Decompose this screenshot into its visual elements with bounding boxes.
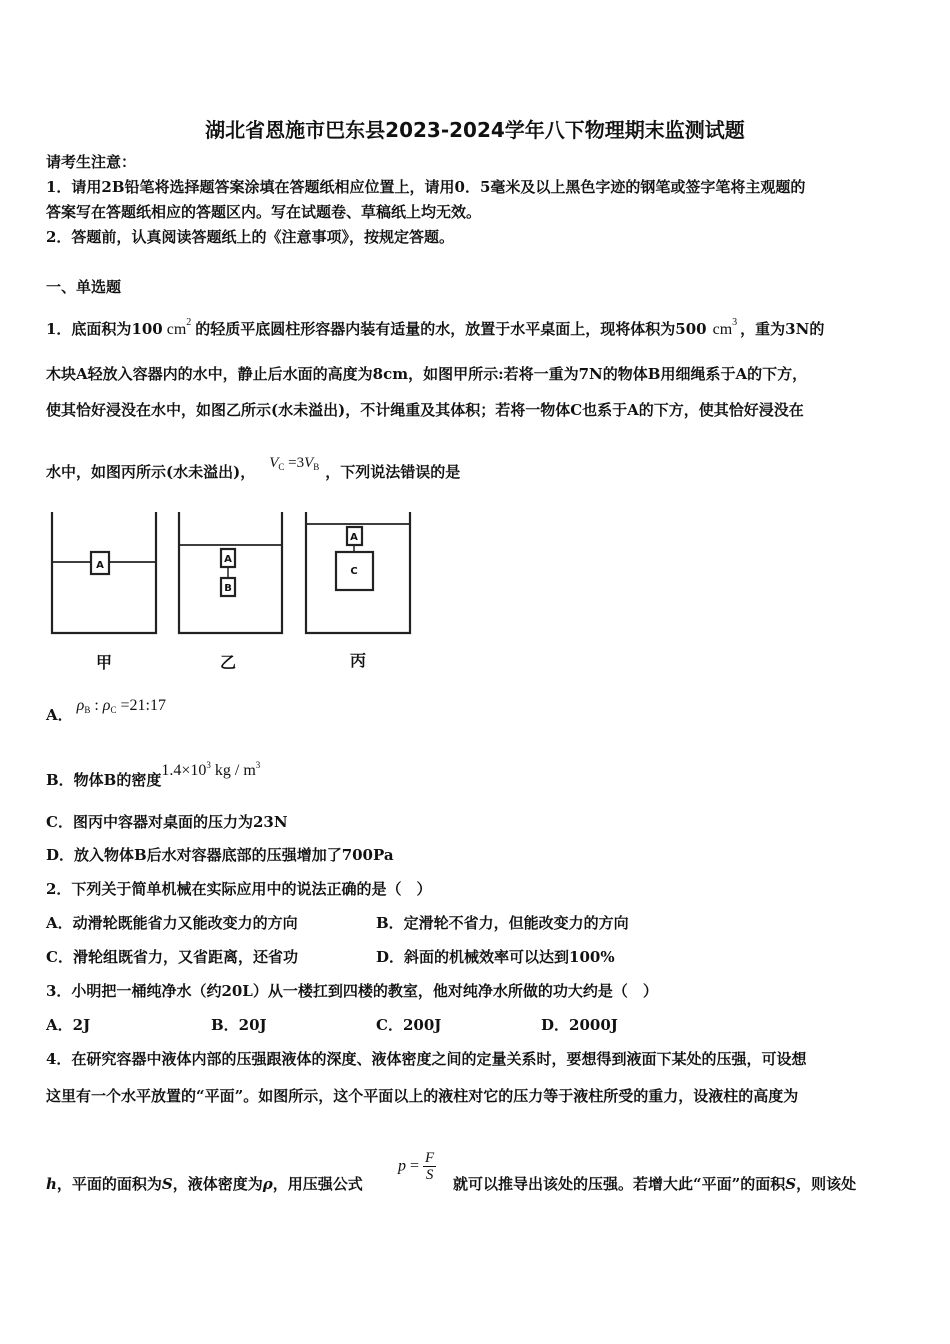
q2-option-c: C．滑轮组既省力，又省距离，还省功 [46,948,298,966]
label-a-yi: A [224,554,232,565]
q1-option-d: D．放入物体B后水对容器底部的压强增加了700Pa [46,846,394,864]
label-b-yi: B [224,583,232,594]
q3-stem: 3．小明把一桶纯净水（约20L）从一楼扛到四楼的教室，他对纯净水所做的功大约是（ ） [46,982,658,1000]
q1-line-1: 1．底面积为100 $cm^2$ 的轻质平底圆柱形容器内装有适量的水，放置于水平桌面上，现将体积为500 $cm^3$ ，重为3N的 [46,317,825,338]
caption-jia: 甲 [95,653,113,672]
q1-line-4: 水中，如图丙所示(水未溢出)， $V_C =3V_B$ ，下列说法错误的是 [46,455,461,481]
q3-option-c: C．200J [376,1016,442,1034]
page-title: 湖北省恩施市巴东县2023-2024学年八下物理期末监测试题 [205,118,745,142]
q4-line-1: 4．在研究容器中液体内部的压强跟液体的深度、液体密度之间的定量关系时，要想得到液面下某处的压强，可设想 [46,1050,807,1068]
q2-option-b: B．定滑轮不省力，但能改变力的方向 [376,914,629,932]
q2-option-d: D．斜面的机械效率可以达到100% [376,948,615,966]
container-yi [179,512,282,633]
q4-line-3-continued: 就可以推导出该处的压强。若增大此“平面”的面积S，则该处 [453,1175,857,1193]
section-heading-single-choice: 一、单选题 [46,278,122,296]
notice-item-2: 2．答题前，认真阅读答题纸上的《注意事项》，按规定答题。 [46,228,454,246]
notice-item-1-line-2: 答案写在答题纸相应的答题区内。写在试题卷、草稿纸上均无效。 [46,203,482,221]
q1-figure [44,505,424,680]
label-a-bing: A [350,532,358,543]
q1-line-2: 木块A轻放入容器内的水中，静止后水面的高度为8cm，如图甲所示:若将一重为7N的物体B用细绳系于A的下方， [46,365,808,383]
label-c-bing: C [350,566,358,577]
label-a-jia: A [96,560,104,571]
q4-line-2: 这里有一个水平放置的“平面”。如图所示，这个平面以上的液柱对它的压力等于液柱所受的重力，设液柱的高度为 [46,1087,799,1105]
q3-option-a: A．2J [46,1016,91,1034]
notice-item-1-line-1: 1．请用2B铅笔将选择题答案涂填在答题纸相应位置上，请用0．5毫米及以上黑色字迹的钢笔或签字笔将主观题的 [46,178,806,196]
caption-bing: 丙 [349,651,367,670]
q1-option-a: A．$\rho_B$ : $\rho_C$ =21:17 [46,697,166,724]
q2-stem: 2．下列关于简单机械在实际应用中的说法正确的是（ ） [46,880,432,898]
q4-line-3: h，平面的面积为S，液体密度为ρ，用压强公式 [46,1175,363,1193]
q2-option-a: A．动滑轮既能省力又能改变力的方向 [46,914,298,932]
q1-option-b: B．物体B的密度$1.4\times 10^3$ kg / $m^3$ [46,760,261,789]
q1-option-c: C．图丙中容器对桌面的压力为23N [46,813,288,831]
caption-yi: 乙 [219,653,237,672]
q3-option-d: D．2000J [541,1016,618,1034]
q3-option-b: B．20J [211,1016,267,1034]
q4-pressure-formula: p = $\frac{F}{S}$ [398,1150,435,1183]
q1-line-3: 使其恰好浸没在水中，如图乙所示(水未溢出)，不计绳重及其体积；若将一物体C也系于A的下方，使其恰好浸没在 [46,401,804,419]
notice-heading: 请考生注意： [46,153,137,171]
